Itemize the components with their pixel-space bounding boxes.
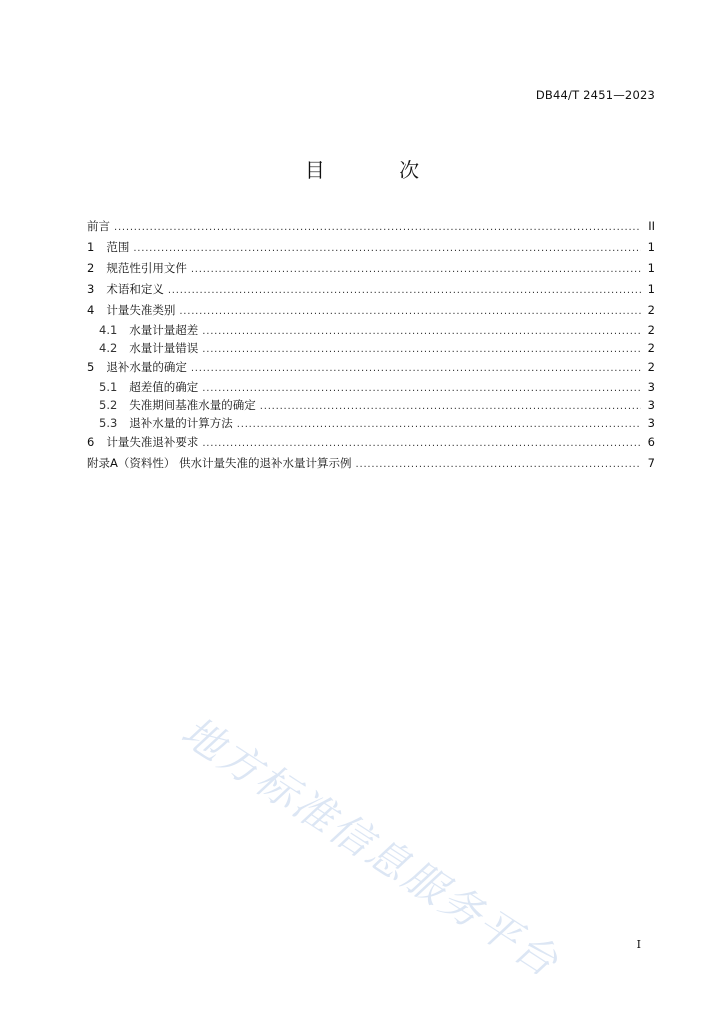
toc-entry-label: 超差值的确定 (129, 380, 199, 394)
toc-entry[interactable] (87, 237, 655, 258)
toc-entry[interactable] (87, 432, 655, 453)
page-number: I (636, 938, 641, 951)
toc-entry[interactable] (87, 300, 655, 321)
toc-entry-number: 5.3 (99, 416, 118, 430)
toc-entry-label: 退补水量的计算方法 (129, 416, 233, 430)
toc-entry-label: 退补水量的确定 (106, 360, 187, 374)
toc-entry[interactable] (87, 321, 655, 339)
dot-leader (202, 378, 641, 396)
toc-entry-page: 2 (647, 323, 655, 337)
dot-leader (260, 396, 641, 414)
toc-entry-number: 6 (87, 435, 95, 449)
toc-entry-number: 3 (87, 282, 95, 296)
toc-entry-number: 4.2 (99, 341, 118, 355)
toc-entry[interactable] (87, 453, 655, 474)
toc-title: 目 次 (304, 158, 454, 182)
dot-leader (133, 237, 641, 258)
toc-entry[interactable] (87, 396, 655, 414)
toc-entry-label: 附录A（资料性） 供水计量失准的退补水量计算示例 (87, 456, 352, 470)
toc-entry-label: 规范性引用文件 (106, 261, 187, 275)
dot-leader (114, 216, 641, 237)
dot-leader (202, 339, 641, 357)
toc-entry-page: 3 (647, 380, 655, 394)
toc-entry[interactable] (87, 216, 655, 237)
watermark: 地方标准信息服务平台 (173, 707, 569, 988)
toc-entry-number: 5.2 (99, 398, 118, 412)
toc-entry-label: 失准期间基准水量的确定 (129, 398, 256, 412)
toc-entry-number: 4 (87, 303, 95, 317)
toc-entry-page: 2 (647, 303, 655, 317)
dot-leader (202, 432, 641, 453)
dot-leader (168, 279, 641, 300)
toc-entry-page: 2 (647, 341, 655, 355)
toc-entry-page: 1 (647, 282, 655, 296)
toc-entry[interactable] (87, 279, 655, 300)
toc-entry-page: 1 (647, 261, 655, 275)
toc-entry[interactable] (87, 414, 655, 432)
toc-entry-number: 1 (87, 240, 95, 254)
toc-entry-label: 水量计量错误 (129, 341, 199, 355)
toc-entry-label: 计量失准类别 (106, 303, 176, 317)
toc-entry-label: 范围 (106, 240, 130, 254)
dot-leader (237, 414, 641, 432)
toc-entry-page: 6 (647, 435, 655, 449)
toc-entry-number: 5.1 (99, 380, 118, 394)
toc-entry[interactable] (87, 357, 655, 378)
table-of-contents (87, 216, 655, 474)
toc-entry-page: 7 (647, 456, 655, 470)
dot-leader (202, 321, 641, 339)
toc-entry-page: 3 (647, 416, 655, 430)
toc-entry[interactable] (87, 378, 655, 396)
toc-entry[interactable] (87, 258, 655, 279)
toc-entry-page: 1 (647, 240, 655, 254)
toc-entry-label: 计量失准退补要求 (106, 435, 199, 449)
toc-entry-page: II (648, 219, 655, 233)
standard-code: DB44/T 2451—2023 (535, 88, 655, 102)
toc-entry-number: 5 (87, 360, 95, 374)
toc-entry-number: 4.1 (99, 323, 118, 337)
dot-leader (191, 357, 641, 378)
toc-entry-page: 2 (647, 360, 655, 374)
toc-entry-label: 水量计量超差 (129, 323, 199, 337)
dot-leader (179, 300, 641, 321)
toc-entry-page: 3 (647, 398, 655, 412)
toc-entry-label: 术语和定义 (106, 282, 164, 296)
toc-entry-number: 2 (87, 261, 95, 275)
toc-entry-label: 前言 (87, 219, 110, 233)
dot-leader (191, 258, 641, 279)
toc-entry[interactable] (87, 339, 655, 357)
dot-leader (356, 453, 641, 474)
